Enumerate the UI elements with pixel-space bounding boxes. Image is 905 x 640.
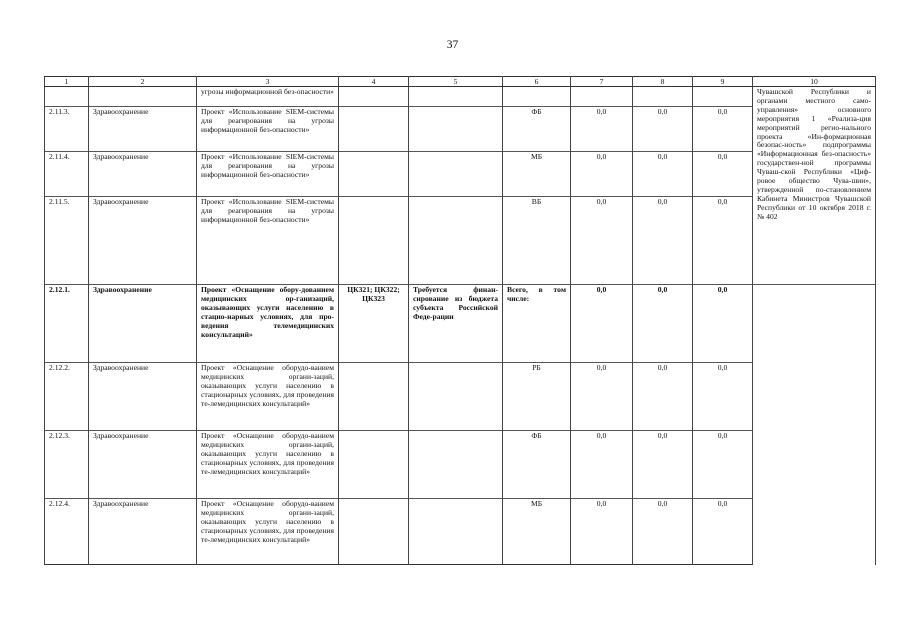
header-cell: 5 bbox=[409, 77, 503, 87]
project-cell: Проект «Оснащение оборудо-ванием медицинских органи-заций, оказывающих услуги населению в стационарных условиях, для проведения те-лемедицинских консультаций» bbox=[197, 499, 339, 565]
source-cell: ФБ bbox=[503, 107, 571, 152]
row-number: 2.12.4. bbox=[45, 499, 89, 565]
table-row bbox=[45, 197, 876, 285]
value-cell: 0,0 bbox=[633, 107, 693, 152]
row-number: 2.11.4. bbox=[45, 152, 89, 197]
header-cell: 2 bbox=[89, 77, 197, 87]
value-cell: 0,0 bbox=[693, 285, 753, 363]
value-cell: 0,0 bbox=[571, 107, 633, 152]
project-cell: Проект «Использование SIEM-системы для реагирования на угрозы информационной без-опасности» bbox=[197, 152, 339, 197]
project-cell: Проект «Оснащение оборудо-ванием медицинских органи-заций, оказывающих услуги населению в стационарных условиях, для проведения те-лемедицинских консультаций» bbox=[197, 431, 339, 499]
project-cell: Проект «Использование SIEM-системы для реагирования на угрозы информационной без-опасности» bbox=[197, 197, 339, 285]
value-cell: 0,0 bbox=[693, 363, 753, 431]
source-cell: РБ bbox=[503, 363, 571, 431]
sector-cell: Здравоохранение bbox=[89, 107, 197, 152]
row-number: 2.11.5. bbox=[45, 197, 89, 285]
header-cell: 4 bbox=[339, 77, 409, 87]
value-cell: 0,0 bbox=[633, 197, 693, 285]
sector-cell: Здравоохранение bbox=[89, 499, 197, 565]
value-cell: 0,0 bbox=[693, 499, 753, 565]
row-number: 2.11.3. bbox=[45, 107, 89, 152]
value-cell: 0,0 bbox=[571, 363, 633, 431]
value-cell: 0,0 bbox=[633, 499, 693, 565]
sector-cell: Здравоохранение bbox=[89, 152, 197, 197]
value-cell: 0,0 bbox=[633, 285, 693, 363]
sector-cell: Здравоохранение bbox=[89, 285, 197, 363]
source-cell: Всего, в том числе: bbox=[503, 285, 571, 363]
value-cell: 0,0 bbox=[633, 431, 693, 499]
row-number: 2.12.3. bbox=[45, 431, 89, 499]
value-cell: 0,0 bbox=[693, 431, 753, 499]
value-cell: 0,0 bbox=[571, 431, 633, 499]
value-cell: 0,0 bbox=[571, 285, 633, 363]
program-table bbox=[44, 76, 876, 565]
page-number: 37 bbox=[446, 39, 459, 51]
header-cell: 3 bbox=[197, 77, 339, 87]
table-row bbox=[45, 152, 876, 197]
header-row bbox=[45, 77, 876, 87]
header-cell: 8 bbox=[633, 77, 693, 87]
value-cell: 0,0 bbox=[633, 363, 693, 431]
table-row bbox=[45, 87, 876, 107]
header-cell: 6 bbox=[503, 77, 571, 87]
sector-cell: Здравоохранение bbox=[89, 363, 197, 431]
project-cell: Проект «Оснащение обору-дованием медицинских ор-ганизаций, оказывающих услуги населению в стацио-нарных условиях, для про-ведения телемедицинских консультаций» bbox=[197, 285, 339, 363]
table-row bbox=[45, 431, 876, 499]
value-cell: 0,0 bbox=[571, 499, 633, 565]
note-cell-empty bbox=[753, 285, 876, 565]
header-cell: 10 bbox=[753, 77, 876, 87]
row-number: 2.12.1. bbox=[45, 285, 89, 363]
table-row bbox=[45, 363, 876, 431]
header-cell: 1 bbox=[45, 77, 89, 87]
financing-cell: Требуется финан-сирование из бюджета субъекта Российской Феде-рации bbox=[409, 285, 503, 363]
value-cell: 0,0 bbox=[571, 197, 633, 285]
value-cell: 0,0 bbox=[693, 152, 753, 197]
row-number: 2.12.2. bbox=[45, 363, 89, 431]
note-cell: Чувашской Республики и органами местного само-управления» основного мероприятия 1 «Реализа-ция мероприятий регио-нального проекта «Ин-формационная безопас-ность» подпрограммы «Информационная без-опасность» государствен-ной программы Чуваш-ской Республики «Циф-ровое общество Чува-шии», утвержденной по-становлением Кабинета Министров Чувашской Республики от 10 октября 2018 г. № 402 bbox=[753, 87, 876, 285]
table-row-main bbox=[45, 285, 876, 363]
value-cell: 0,0 bbox=[693, 197, 753, 285]
header-cell: 7 bbox=[571, 77, 633, 87]
codes-cell: ЦК321; ЦК322; ЦК323 bbox=[339, 285, 409, 363]
table-row bbox=[45, 107, 876, 152]
source-cell: ФБ bbox=[503, 431, 571, 499]
sector-cell: Здравоохранение bbox=[89, 431, 197, 499]
value-cell: 0,0 bbox=[693, 107, 753, 152]
source-cell: МБ bbox=[503, 152, 571, 197]
table-row bbox=[45, 499, 876, 565]
value-cell: 0,0 bbox=[571, 152, 633, 197]
header-cell: 9 bbox=[693, 77, 753, 87]
source-cell: ВБ bbox=[503, 197, 571, 285]
source-cell: МБ bbox=[503, 499, 571, 565]
project-cell: Проект «Оснащение оборудо-ванием медицинских органи-заций, оказывающих услуги населению в стационарных условиях, для проведения те-лемедицинских консультаций» bbox=[197, 363, 339, 431]
value-cell: 0,0 bbox=[633, 152, 693, 197]
project-cell: угрозы информационной без-опасности» bbox=[197, 87, 339, 107]
project-cell: Проект «Использование SIEM-системы для реагирования на угрозы информационной без-опасности» bbox=[197, 107, 339, 152]
sector-cell: Здравоохранение bbox=[89, 197, 197, 285]
